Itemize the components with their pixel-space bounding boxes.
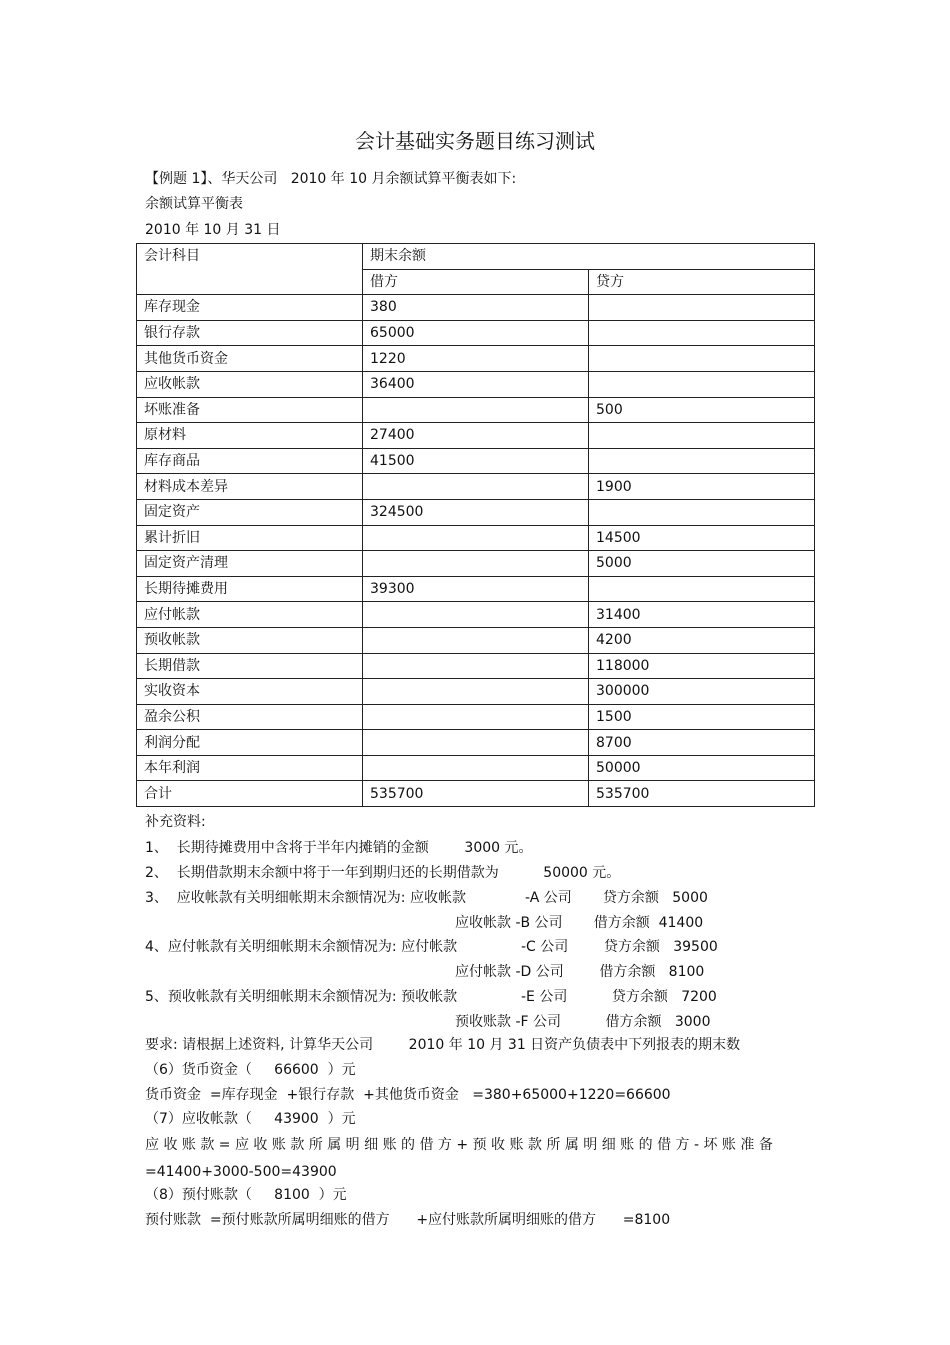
account-cell: 材料成本差异 bbox=[137, 474, 363, 500]
credit-cell bbox=[589, 320, 815, 346]
debit-cell bbox=[363, 627, 589, 653]
debit-cell: 65000 bbox=[363, 320, 589, 346]
debit-cell bbox=[363, 653, 589, 679]
answer-6: （6）货币资金（ 66600 ）元 bbox=[145, 1062, 356, 1078]
credit-cell bbox=[589, 499, 815, 525]
supplement-item-4: 4、应付帐款有关明细帐期末余额情况为: 应付帐款 bbox=[145, 939, 458, 955]
account-cell: 长期借款 bbox=[137, 653, 363, 679]
table-row bbox=[137, 474, 815, 500]
debit-cell: 27400 bbox=[363, 423, 589, 449]
header-account: 会计科目 bbox=[137, 244, 363, 295]
account-cell: 固定资产 bbox=[137, 499, 363, 525]
table-row bbox=[137, 397, 815, 423]
account-cell: 本年利润 bbox=[137, 755, 363, 781]
account-cell: 利润分配 bbox=[137, 730, 363, 756]
debit-cell bbox=[363, 525, 589, 551]
supplement-item-5b: 预收账款 -F 公司 借方余额 3000 bbox=[455, 1014, 711, 1030]
account-cell: 固定资产清理 bbox=[137, 551, 363, 577]
header-credit: 贷方 bbox=[589, 269, 815, 295]
credit-cell: 5000 bbox=[589, 551, 815, 577]
header-debit: 借方 bbox=[363, 269, 589, 295]
answer-7-formula-cont: =41400+3000-500=43900 bbox=[145, 1164, 337, 1180]
debit-cell bbox=[363, 397, 589, 423]
debit-cell bbox=[363, 755, 589, 781]
table-row bbox=[137, 653, 815, 679]
table-row bbox=[137, 320, 815, 346]
table-date: 2010 年 10 月 31 日 bbox=[145, 222, 281, 238]
supplement-item-3b: 应收帐款 -B 公司 借方余额 41400 bbox=[455, 915, 704, 931]
credit-cell bbox=[589, 448, 815, 474]
account-cell: 盈余公积 bbox=[137, 704, 363, 730]
account-cell: 应付帐款 bbox=[137, 602, 363, 628]
answer-8-formula: 预付账款 =预付账款所属明细账的借方 +应付账款所属明细账的借方 =8100 bbox=[145, 1212, 671, 1228]
credit-cell bbox=[589, 346, 815, 372]
supplement-item-5: 5、预收帐款有关明细帐期末余额情况为: 预收帐款 bbox=[145, 989, 458, 1005]
table-header-row bbox=[137, 244, 815, 270]
credit-cell: 1500 bbox=[589, 704, 815, 730]
answer-6-formula: 货币资金 =库存现金 +银行存款 +其他货币资金 =380+65000+1220=66600 bbox=[145, 1087, 671, 1103]
debit-cell: 41500 bbox=[363, 448, 589, 474]
table-row bbox=[137, 371, 815, 397]
account-cell: 预收帐款 bbox=[137, 627, 363, 653]
account-cell: 长期待摊费用 bbox=[137, 576, 363, 602]
supplement-item-4-detail: -C 公司 贷方余额 39500 bbox=[521, 939, 718, 955]
supplement-item-3: 3、 应收帐款有关明细帐期末余额情况为: 应收帐款 bbox=[145, 890, 466, 906]
debit-cell: 1220 bbox=[363, 346, 589, 372]
credit-cell bbox=[589, 371, 815, 397]
table-row bbox=[137, 781, 815, 807]
intro-text: 【例题 1】、华天公司 2010 年 10 月余额试算平衡表如下: bbox=[145, 171, 517, 187]
credit-cell: 500 bbox=[589, 397, 815, 423]
debit-cell: 36400 bbox=[363, 371, 589, 397]
credit-cell bbox=[589, 423, 815, 449]
account-cell: 库存商品 bbox=[137, 448, 363, 474]
credit-cell: 4200 bbox=[589, 627, 815, 653]
debit-cell bbox=[363, 679, 589, 705]
supplement-item-1: 1、 长期待摊费用中含将于半年内摊销的金额 3000 元。 bbox=[145, 840, 533, 856]
credit-cell: 1900 bbox=[589, 474, 815, 500]
credit-cell: 8700 bbox=[589, 730, 815, 756]
credit-cell: 300000 bbox=[589, 679, 815, 705]
table-row bbox=[137, 551, 815, 577]
credit-cell: 535700 bbox=[589, 781, 815, 807]
account-cell: 其他货币资金 bbox=[137, 346, 363, 372]
table-row bbox=[137, 499, 815, 525]
credit-cell bbox=[589, 576, 815, 602]
table-row bbox=[137, 679, 815, 705]
supplement-heading: 补充资料: bbox=[145, 814, 206, 830]
table-row bbox=[137, 627, 815, 653]
account-cell: 累计折旧 bbox=[137, 525, 363, 551]
account-cell: 应收帐款 bbox=[137, 371, 363, 397]
page-title: 会计基础实务题目练习测试 bbox=[355, 129, 595, 153]
table-row bbox=[137, 295, 815, 321]
table-row bbox=[137, 346, 815, 372]
account-cell: 实收资本 bbox=[137, 679, 363, 705]
table-row bbox=[137, 755, 815, 781]
credit-cell: 118000 bbox=[589, 653, 815, 679]
credit-cell bbox=[589, 295, 815, 321]
trial-balance-table bbox=[136, 243, 815, 807]
debit-cell bbox=[363, 474, 589, 500]
debit-cell: 380 bbox=[363, 295, 589, 321]
debit-cell bbox=[363, 551, 589, 577]
account-cell: 坏账准备 bbox=[137, 397, 363, 423]
supplement-item-4b: 应付帐款 -D 公司 借方余额 8100 bbox=[455, 964, 705, 980]
table-row bbox=[137, 448, 815, 474]
table-row bbox=[137, 525, 815, 551]
table-row bbox=[137, 730, 815, 756]
debit-cell bbox=[363, 704, 589, 730]
table-row bbox=[137, 704, 815, 730]
answer-7-formula: 应 收 账 款 = 应 收 账 款 所 属 明 细 账 的 借 方 + 预 收 账 款 所 属 明 细 账 的 借 方 - 坏 账 准 备 bbox=[145, 1137, 773, 1153]
header-balance: 期末余额 bbox=[363, 244, 815, 270]
debit-cell: 535700 bbox=[363, 781, 589, 807]
table-caption: 余额试算平衡表 bbox=[145, 196, 243, 212]
debit-cell: 324500 bbox=[363, 499, 589, 525]
answer-7: （7）应收帐款（ 43900 ）元 bbox=[145, 1111, 356, 1127]
supplement-item-5-detail: -E 公司 贷方余额 7200 bbox=[521, 989, 717, 1005]
account-cell: 银行存款 bbox=[137, 320, 363, 346]
account-cell: 合计 bbox=[137, 781, 363, 807]
credit-cell: 50000 bbox=[589, 755, 815, 781]
table-row bbox=[137, 602, 815, 628]
supplement-item-3-detail: -A 公司 贷方余额 5000 bbox=[525, 890, 708, 906]
supplement-item-2: 2、 长期借款期末余额中将于一年到期归还的长期借款为 50000 元。 bbox=[145, 865, 621, 881]
table-row bbox=[137, 423, 815, 449]
account-cell: 库存现金 bbox=[137, 295, 363, 321]
answer-8: （8）预付账款（ 8100 ）元 bbox=[145, 1187, 347, 1203]
debit-cell bbox=[363, 602, 589, 628]
account-cell: 原材料 bbox=[137, 423, 363, 449]
debit-cell: 39300 bbox=[363, 576, 589, 602]
table-row bbox=[137, 576, 815, 602]
credit-cell: 14500 bbox=[589, 525, 815, 551]
credit-cell: 31400 bbox=[589, 602, 815, 628]
requirement-text: 要求: 请根据上述资料, 计算华天公司 2010 年 10 月 31 日资产负债表中下列报表的期末数 bbox=[145, 1037, 741, 1053]
debit-cell bbox=[363, 730, 589, 756]
